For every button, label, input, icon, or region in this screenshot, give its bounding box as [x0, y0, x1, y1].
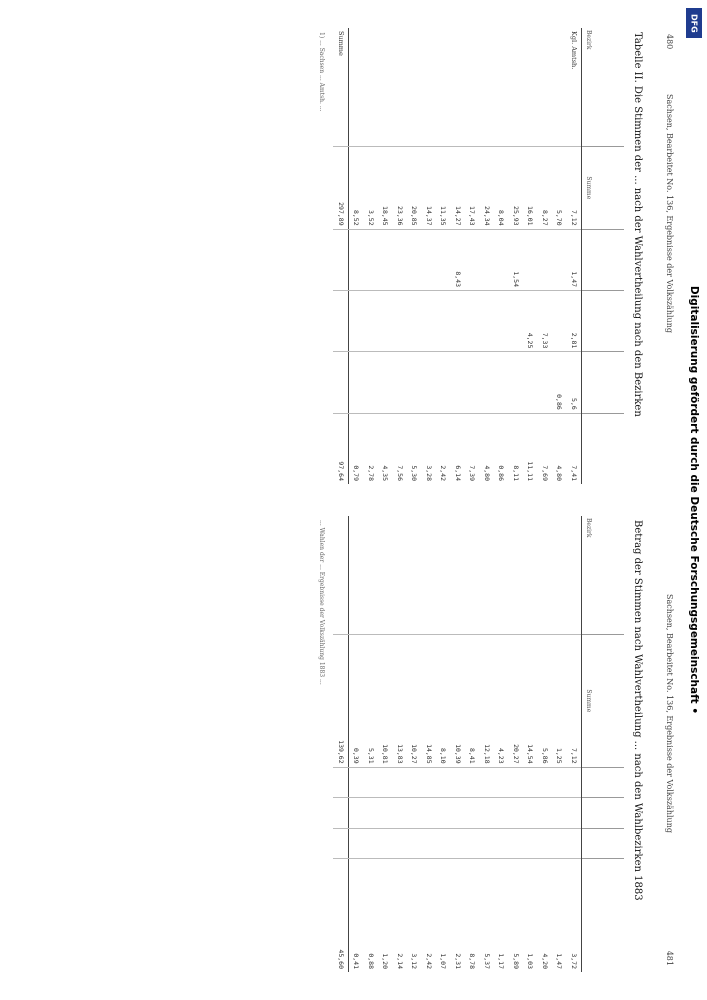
table-row [422, 516, 437, 972]
table-row [334, 516, 349, 972]
table-row [364, 28, 379, 484]
row-label [465, 516, 480, 635]
table-cell: 14,85 [422, 635, 437, 768]
row-label [349, 28, 364, 147]
table-cell: 14,54 [523, 635, 538, 768]
table-cell [364, 291, 379, 352]
right-table-header [582, 516, 625, 972]
table-cell: 7,39 [465, 413, 480, 484]
table-cell [436, 291, 451, 352]
table-cell: 3,28 [422, 413, 437, 484]
table-cell [378, 291, 393, 352]
row-label [465, 28, 480, 147]
table-cell [552, 828, 567, 858]
left_table-col-header [582, 352, 625, 413]
table-cell [334, 828, 349, 858]
table-cell [364, 767, 379, 797]
table-cell [552, 767, 567, 797]
right_table-col-header [582, 859, 625, 973]
right-half [44, 516, 644, 972]
row-label [364, 28, 379, 147]
table-cell: 8,41 [465, 635, 480, 768]
table-cell [451, 828, 466, 858]
table-cell: 5,37 [480, 859, 495, 973]
table-cell [436, 229, 451, 290]
row-label [523, 28, 538, 147]
table-cell: 2,42 [422, 859, 437, 973]
table-cell: 5,89 [509, 859, 524, 973]
table-cell: 10,27 [407, 635, 422, 768]
right-table [334, 516, 625, 972]
dfg-funding-note: Digitalisierung gefördert durch die Deutsche Forschungsgemeinschaft • [688, 285, 700, 715]
table-cell: 8,27 [538, 147, 553, 230]
table-cell [407, 798, 422, 828]
table-cell [494, 291, 509, 352]
table-cell: 1,54 [509, 229, 524, 290]
table-cell [436, 767, 451, 797]
row-label [480, 516, 495, 635]
table-cell [509, 291, 524, 352]
table-row [509, 28, 524, 484]
table-cell: 1,25 [552, 635, 567, 768]
table-cell [378, 352, 393, 413]
table-cell [422, 767, 437, 797]
table-cell: 20,27 [509, 635, 524, 768]
running-header [656, 34, 674, 966]
row-label [436, 516, 451, 635]
left_table-col-header: Summe [582, 147, 625, 230]
table-cell: 4,80 [480, 413, 495, 484]
right-table-title: Betrag der Stimmen nach Wahlvertheilung ... nach den Wahlbezirken 1883 [632, 520, 643, 901]
table-cell [407, 291, 422, 352]
table-cell [407, 828, 422, 858]
table-cell: 6,14 [451, 413, 466, 484]
table-cell [567, 767, 582, 797]
table-cell: 8,11 [509, 413, 524, 484]
table-row [378, 28, 393, 484]
table-cell [393, 828, 408, 858]
table-cell: 1,17 [494, 859, 509, 973]
row-label [538, 28, 553, 147]
row-label [494, 516, 509, 635]
rotated-spread [18, 20, 688, 980]
table-cell [364, 229, 379, 290]
table-cell [349, 828, 364, 858]
table-row [552, 28, 567, 484]
table-cell: 4,35 [378, 413, 393, 484]
table-cell: 8,10 [436, 635, 451, 768]
table-cell [349, 291, 364, 352]
table-cell [407, 767, 422, 797]
table-cell: 0,41 [349, 859, 364, 973]
table-cell [451, 798, 466, 828]
right-running-head: Sachsen, Bearbeitet No. 136, Ergebnisse der Volkszählung [665, 594, 674, 833]
left_table-col-header [582, 291, 625, 352]
table-cell [509, 828, 524, 858]
table-cell: 1,07 [436, 859, 451, 973]
table-row [393, 28, 408, 484]
table-cell: 1,03 [523, 859, 538, 973]
table-cell [349, 798, 364, 828]
table-cell: 17,43 [465, 147, 480, 230]
table-cell [552, 229, 567, 290]
table-cell [538, 229, 553, 290]
table-cell [480, 229, 495, 290]
table-row [552, 516, 567, 972]
table-cell: 20,85 [407, 147, 422, 230]
table-cell: 7,12 [567, 635, 582, 768]
table-cell [567, 828, 582, 858]
table-cell [334, 767, 349, 797]
table-cell [334, 798, 349, 828]
table-cell: 8,52 [349, 147, 364, 230]
table-cell [393, 352, 408, 413]
table-cell: 4,80 [552, 413, 567, 484]
table-cell [494, 798, 509, 828]
left_table-col-header [582, 413, 625, 484]
table-cell: 7,12 [567, 147, 582, 230]
table-cell: 25,93 [509, 147, 524, 230]
table-cell [567, 798, 582, 828]
table-row [509, 516, 524, 972]
table-cell [480, 828, 495, 858]
table-cell: 11,35 [436, 147, 451, 230]
right-table-body [334, 516, 582, 972]
row-label [334, 516, 349, 635]
table-row [451, 516, 466, 972]
table-cell: 10,39 [451, 635, 466, 768]
left-table-header [582, 28, 625, 484]
table-cell: 14,37 [422, 147, 437, 230]
table-row [480, 516, 495, 972]
table-cell [436, 352, 451, 413]
table-cell [364, 798, 379, 828]
table-cell: 7,41 [567, 413, 582, 484]
table-cell: 14,27 [451, 147, 466, 230]
table-cell: 5,6 [567, 352, 582, 413]
row-label [422, 516, 437, 635]
table-cell [538, 352, 553, 413]
table-row [538, 516, 553, 972]
dfg-sidebar [681, 0, 707, 1000]
row-label [407, 28, 422, 147]
table-cell [494, 352, 509, 413]
table-row [349, 516, 364, 972]
table-cell: 297,89 [334, 147, 349, 230]
table-cell: 0,86 [552, 352, 567, 413]
table-cell: 0,88 [364, 859, 379, 973]
table-cell [378, 798, 393, 828]
table-cell: 8,43 [451, 229, 466, 290]
table-cell: 0,39 [349, 635, 364, 768]
table-cell [480, 352, 495, 413]
table-cell [334, 291, 349, 352]
table-cell: 4,20 [538, 859, 553, 973]
table-cell [552, 291, 567, 352]
row-label [523, 516, 538, 635]
table-cell: 97,64 [334, 413, 349, 484]
row-label [552, 516, 567, 635]
table-cell [378, 229, 393, 290]
row-label [451, 516, 466, 635]
table-row [523, 516, 538, 972]
table-cell: 4,23 [494, 635, 509, 768]
row-label: Summe [334, 28, 349, 147]
table-cell: 8,78 [465, 859, 480, 973]
table-cell [465, 352, 480, 413]
table-cell [407, 352, 422, 413]
row-label [509, 28, 524, 147]
left-table [334, 28, 625, 484]
dfg-logo: DFG [686, 8, 702, 38]
table-row [567, 516, 582, 972]
table-row [480, 28, 495, 484]
table-cell [393, 798, 408, 828]
table-cell [393, 229, 408, 290]
table-cell: 45,60 [334, 859, 349, 973]
table-row [436, 28, 451, 484]
table-cell: 5,31 [364, 635, 379, 768]
table-cell: 139,62 [334, 635, 349, 768]
table-cell: 24,34 [480, 147, 495, 230]
table-row [523, 28, 538, 484]
table-row [393, 516, 408, 972]
table-cell [422, 352, 437, 413]
left-footnote: 1) ... Sachsen ... Amtsh. ... [318, 32, 326, 112]
table-cell [422, 798, 437, 828]
table-cell [451, 352, 466, 413]
table-cell: 7,69 [538, 413, 553, 484]
row-label: Kgl. Amtsh. [569, 31, 578, 70]
right_table-col-header [582, 767, 625, 797]
table-row [407, 516, 422, 972]
table-row [334, 28, 349, 484]
row-label [349, 516, 364, 635]
row-label [480, 28, 495, 147]
table-cell: 2,14 [393, 859, 408, 973]
table-cell [523, 229, 538, 290]
row-label [364, 516, 379, 635]
right-page-number: 481 [665, 950, 674, 966]
table-cell: 0,86 [494, 413, 509, 484]
table-cell: 16,01 [523, 147, 538, 230]
table-cell [538, 798, 553, 828]
row-label [393, 516, 408, 635]
left-half [44, 28, 644, 484]
row-label [378, 28, 393, 147]
table-row [451, 28, 466, 484]
table-cell: 1,20 [378, 859, 393, 973]
left_table-col-header: Bezirk [582, 28, 625, 147]
table-cell [407, 229, 422, 290]
table-cell [480, 798, 495, 828]
right-footnote: ... Wahlen der ... Ergebnisse der Volkszählung 1883 ... [318, 520, 326, 685]
table-cell [364, 352, 379, 413]
table-cell: 5,86 [538, 635, 553, 768]
table-row [349, 28, 364, 484]
table-cell: 12,18 [480, 635, 495, 768]
row-label [567, 516, 582, 635]
table-cell: 2,78 [364, 413, 379, 484]
table-cell [378, 767, 393, 797]
table-cell: 7,56 [393, 413, 408, 484]
table-cell [494, 828, 509, 858]
table-cell [465, 828, 480, 858]
table-row [538, 28, 553, 484]
table-cell: 23,36 [393, 147, 408, 230]
table-cell [349, 767, 364, 797]
row-label [422, 28, 437, 147]
table-cell: 2,31 [451, 859, 466, 973]
table-cell: 18,45 [378, 147, 393, 230]
table-row [567, 28, 582, 484]
row-label [509, 516, 524, 635]
row-label [378, 516, 393, 635]
table-cell [465, 229, 480, 290]
table-cell [523, 828, 538, 858]
table-cell: 1,47 [552, 859, 567, 973]
left-table-title: Tabelle II. Die Stimmen der ... nach der Wahlvertheilung nach den Bezirken [632, 32, 643, 417]
table-cell [509, 767, 524, 797]
table-cell: 13,83 [393, 635, 408, 768]
table-cell: 2,42 [436, 413, 451, 484]
right_table-col-header [582, 828, 625, 858]
table-cell [393, 767, 408, 797]
table-cell [422, 828, 437, 858]
right_table-col-header: Bezirk [582, 516, 625, 635]
table-cell [436, 828, 451, 858]
table-cell [422, 229, 437, 290]
table-cell [480, 767, 495, 797]
table-cell [349, 229, 364, 290]
right_table-col-header: Summe [582, 635, 625, 768]
table-cell [494, 767, 509, 797]
table-cell: 5,70 [552, 147, 567, 230]
table-cell: 0,79 [349, 413, 364, 484]
table-cell [451, 291, 466, 352]
table-cell: 11,11 [523, 413, 538, 484]
table-row [494, 28, 509, 484]
left-running-head: Sachsen, Bearbeitet No. 136, Ergebnisse der Volkszählung [665, 94, 674, 333]
table-row [436, 516, 451, 972]
table-cell [364, 828, 379, 858]
table-cell [465, 291, 480, 352]
table-cell: 4,25 [523, 291, 538, 352]
table-row [422, 28, 437, 484]
table-cell: 7,33 [538, 291, 553, 352]
table-row [494, 516, 509, 972]
row-label [436, 28, 451, 147]
table-cell [523, 767, 538, 797]
table-cell [436, 798, 451, 828]
table-cell [465, 798, 480, 828]
table-cell: 3,52 [364, 147, 379, 230]
table-cell [538, 767, 553, 797]
table-cell [523, 352, 538, 413]
table-row [407, 28, 422, 484]
row-label [451, 28, 466, 147]
table-cell: 8,04 [494, 147, 509, 230]
row-label [552, 28, 567, 147]
table-cell: 10,81 [378, 635, 393, 768]
table-cell [523, 798, 538, 828]
table-cell: 3,72 [567, 859, 582, 973]
table-row [465, 28, 480, 484]
left_table-col-header [582, 229, 625, 290]
table-row [364, 516, 379, 972]
table-cell [349, 352, 364, 413]
table-cell [538, 828, 553, 858]
left-table-body [334, 28, 582, 484]
table-cell [378, 828, 393, 858]
table-row [378, 516, 393, 972]
table-cell: 2,81 [567, 291, 582, 352]
table-cell [334, 229, 349, 290]
left-page-number: 480 [665, 34, 674, 50]
row-label [494, 28, 509, 147]
table-cell [494, 229, 509, 290]
table-row [465, 516, 480, 972]
table-cell: 3,12 [407, 859, 422, 973]
row-label [393, 28, 408, 147]
table-cell [509, 352, 524, 413]
row-label [538, 516, 553, 635]
table-cell [451, 767, 466, 797]
table-cell [334, 352, 349, 413]
table-cell: 5,30 [407, 413, 422, 484]
table-cell [509, 798, 524, 828]
table-cell [480, 291, 495, 352]
table-cell [465, 767, 480, 797]
table-cell [422, 291, 437, 352]
row-label [407, 516, 422, 635]
table-cell [393, 291, 408, 352]
right_table-col-header [582, 798, 625, 828]
table-cell: 1,47 [567, 229, 582, 290]
table-cell [552, 798, 567, 828]
